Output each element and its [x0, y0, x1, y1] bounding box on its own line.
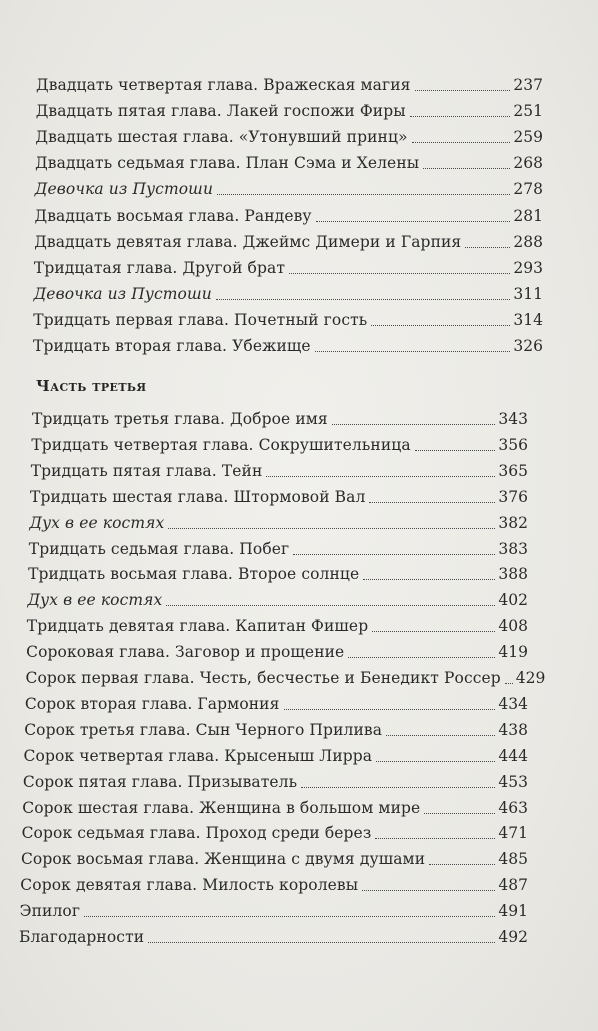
- toc-entry-page-number: 259: [513, 128, 543, 147]
- toc-entry-title: Двадцать пятая глава. Лакей госпожи Фиры: [35, 102, 406, 121]
- toc-entry-page-number: 343: [498, 410, 528, 428]
- toc-entry: [20, 872, 528, 898]
- toc-entry-title: Сорок вторая глава. Гармония: [24, 694, 280, 713]
- dot-leader: [348, 657, 495, 658]
- toc-entry: [30, 484, 528, 510]
- toc-entry-title: Тридцать седьмая глава. Побег: [28, 539, 290, 558]
- dot-leader: [301, 787, 495, 788]
- toc-entry: [31, 458, 528, 484]
- toc-entry: [24, 717, 528, 743]
- toc-entry: [19, 924, 528, 950]
- toc-entry: [20, 898, 528, 924]
- toc-entry-page-number: 402: [498, 591, 528, 610]
- toc-entry: [31, 432, 528, 458]
- toc-entry: [26, 639, 528, 665]
- toc-entry: [36, 72, 543, 98]
- toc-entry: [34, 229, 543, 255]
- toc-entry: [22, 795, 528, 821]
- toc-entry-title: Двадцать четвертая глава. Вражеская магия: [36, 76, 411, 94]
- dot-leader: [362, 890, 495, 891]
- toc-entry-title: Дух в ее костях: [27, 591, 163, 610]
- dot-leader: [386, 735, 495, 736]
- dot-leader: [415, 90, 511, 91]
- toc-entry-page-number: 365: [498, 461, 528, 480]
- toc-entry-page-number: 376: [498, 487, 528, 506]
- dot-leader: [371, 325, 510, 326]
- toc-entry: [34, 255, 543, 281]
- toc-entry-title: Сорок восьмая глава. Женщина с двумя душами: [20, 850, 426, 869]
- toc-entry-page-number: 278: [513, 180, 543, 199]
- toc-entry-page-number: 288: [513, 232, 543, 251]
- dot-leader: [166, 605, 495, 606]
- toc-entry: [35, 203, 544, 229]
- dot-leader: [84, 916, 495, 917]
- toc-entry-page-number: 408: [498, 617, 528, 636]
- toc-entry: [23, 769, 528, 795]
- dot-leader: [375, 838, 495, 839]
- toc-entry-title: Сорок пятая глава. Призыватель: [22, 772, 298, 791]
- toc-entry-page-number: 453: [498, 772, 528, 791]
- toc-entry-page-number: 281: [513, 206, 543, 225]
- toc-entry: [34, 281, 543, 307]
- toc-entry-title: Тридцать первая глава. Почетный гость: [33, 310, 368, 329]
- toc-entry-page-number: 438: [498, 720, 528, 739]
- toc-entry: [28, 561, 528, 587]
- dot-leader: [424, 813, 495, 814]
- toc-entry: [35, 176, 543, 202]
- dot-leader: [217, 194, 510, 195]
- dot-leader: [410, 116, 511, 117]
- toc-entry-page-number: 251: [513, 102, 543, 121]
- toc-entry-title: Тридцать третья глава. Доброе имя: [32, 410, 328, 428]
- dot-leader: [148, 942, 495, 943]
- toc-entry-title: Тридцать девятая глава. Капитан Фишер: [26, 617, 369, 636]
- toc-entry-page-number: 388: [498, 565, 528, 584]
- toc-entry: [33, 333, 543, 359]
- toc-entry-title: Двадцать седьмая глава. План Сэма и Хелены: [35, 154, 420, 173]
- toc-entry: [29, 510, 528, 536]
- toc-entry-page-number: 444: [498, 746, 528, 765]
- toc-entry-page-number: 485: [498, 850, 528, 869]
- dot-leader: [412, 142, 511, 143]
- toc-entry-page-number: 487: [498, 876, 528, 895]
- toc-entry: [27, 613, 528, 639]
- dot-leader: [505, 683, 513, 684]
- toc-entry-page-number: 429: [515, 669, 546, 687]
- dot-leader: [168, 528, 495, 529]
- toc-entry-title: Двадцать девятая глава. Джеймс Димери и Гарпия: [34, 232, 462, 251]
- toc-entry-title: Сорок третья глава. Сын Черного Прилива: [24, 720, 383, 739]
- toc-entry-page-number: 471: [498, 824, 528, 843]
- toc-entry-page-number: 311: [513, 284, 543, 303]
- toc-entry-title: Сороковая глава. Заговор и прощение: [26, 643, 345, 662]
- toc-entry: [35, 150, 543, 176]
- dot-leader: [429, 864, 495, 865]
- toc-entry-title: Тридцать шестая глава. Штормовой Вал: [30, 487, 366, 506]
- toc-entry-title: Девочка из Пустоши: [33, 284, 212, 303]
- toc-entry-page-number: 419: [498, 643, 528, 662]
- toc-entry-page-number: 382: [498, 513, 528, 532]
- toc-entry: [29, 536, 528, 562]
- dot-leader: [332, 424, 496, 425]
- toc-entry-title: Дух в ее костях: [29, 513, 165, 532]
- toc-entry-page-number: 293: [513, 258, 543, 277]
- toc-entry-title: Благодарности: [19, 928, 145, 946]
- toc-entry-page-number: 383: [498, 539, 528, 558]
- toc-entry: [25, 665, 546, 691]
- toc-entry: [36, 98, 543, 124]
- toc-entry: [27, 587, 528, 613]
- toc-entry-title: Сорок седьмая глава. Проход среди берез: [21, 824, 372, 843]
- toc-entry-title: Тридцатая глава. Другой брат: [33, 258, 286, 277]
- toc-entry-page-number: 314: [513, 310, 543, 329]
- dot-leader: [293, 554, 495, 555]
- dot-leader: [315, 351, 511, 352]
- toc-entry: [32, 406, 528, 432]
- toc-entry-page-number: 463: [498, 798, 528, 817]
- dot-leader: [415, 450, 496, 451]
- toc-entry: [22, 820, 528, 846]
- dot-leader: [369, 502, 495, 503]
- dot-leader: [316, 221, 511, 222]
- toc-entry-page-number: 356: [498, 435, 528, 454]
- toc-entry-page-number: 237: [513, 76, 543, 94]
- dot-leader: [284, 709, 496, 710]
- toc-entry-title: Сорок шестая глава. Женщина в большом мире: [22, 798, 421, 817]
- toc-entry-title: Двадцать шестая глава. «Утонувший принц»: [35, 128, 408, 147]
- dot-leader: [289, 273, 510, 274]
- toc-entry-page-number: 491: [498, 902, 528, 921]
- toc-entry-page-number: 434: [498, 694, 528, 713]
- toc-entry-title: Тридцать пятая глава. Тейн: [30, 461, 263, 480]
- dot-leader: [372, 631, 495, 632]
- toc-entry: [33, 307, 543, 333]
- dot-leader: [423, 168, 510, 169]
- toc-entry-title: Девочка из Пустоши: [34, 180, 214, 199]
- part-three-heading: Часть третья: [36, 377, 147, 395]
- toc-entry-title: Сорок девятая глава. Милость королевы: [20, 876, 359, 895]
- toc-entry-title: Сорок четвертая глава. Крысеныш Лирра: [23, 746, 373, 765]
- toc-entry: [21, 846, 528, 872]
- dot-leader: [376, 761, 495, 762]
- toc-entry-title: Двадцать восьмая глава. Рандеву: [34, 206, 312, 225]
- dot-leader: [266, 476, 495, 477]
- toc-entry: [24, 743, 528, 769]
- toc-entry-title: Эпилог: [19, 902, 81, 921]
- toc-entry: [25, 691, 528, 717]
- dot-leader: [465, 247, 510, 248]
- toc-entry-title: Тридцать четвертая глава. Сокрушительница: [31, 435, 411, 454]
- toc-entry-page-number: 492: [498, 928, 528, 946]
- dot-leader: [216, 299, 511, 300]
- toc-entry-title: Тридцать восьмая глава. Второе солнце: [28, 565, 360, 584]
- dot-leader: [363, 579, 495, 580]
- toc-entry-title: Тридцать вторая глава. Убежище: [33, 337, 311, 355]
- toc-entry-page-number: 326: [513, 337, 543, 355]
- toc-entry-title: Сорок первая глава. Честь, бесчестье и Бенедикт Россер: [25, 669, 501, 687]
- toc-entry-page-number: 268: [513, 154, 543, 173]
- toc-entry: [35, 124, 543, 150]
